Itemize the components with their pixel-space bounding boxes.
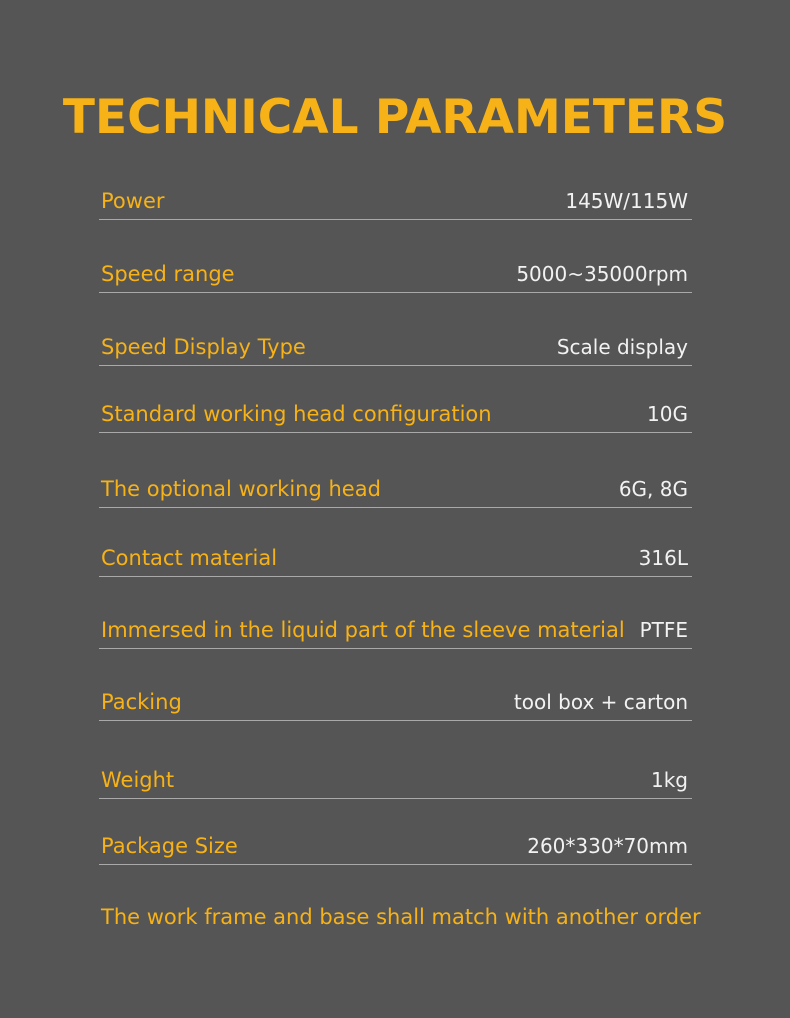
parameter-row-speed-range bbox=[99, 253, 692, 293]
parameter-row-standard-working-head bbox=[99, 393, 692, 433]
footnote: The work frame and base shall match with another order bbox=[101, 905, 701, 929]
parameter-value: 6G, 8G bbox=[618, 477, 688, 501]
parameter-row-optional-working-head bbox=[99, 468, 692, 508]
parameter-label: Packing bbox=[101, 690, 182, 714]
parameter-label: Immersed in the liquid part of the sleeve material bbox=[101, 618, 625, 642]
parameter-label: The optional working head bbox=[101, 477, 381, 501]
parameter-label: Speed Display Type bbox=[101, 335, 306, 359]
parameter-row-package-size bbox=[99, 825, 692, 865]
parameter-value: PTFE bbox=[639, 618, 688, 642]
parameter-value: 316L bbox=[638, 546, 688, 570]
parameter-row-sleeve-material bbox=[99, 609, 692, 649]
parameter-label: Contact material bbox=[101, 546, 278, 570]
parameter-label: Standard working head configuration bbox=[101, 402, 492, 426]
page-title: TECHNICAL PARAMETERS bbox=[62, 90, 728, 145]
parameter-value: tool box + carton bbox=[513, 690, 688, 714]
parameter-label: Power bbox=[101, 189, 165, 213]
parameter-label: Speed range bbox=[101, 262, 235, 286]
parameter-row-packing bbox=[99, 681, 692, 721]
parameter-value: 1kg bbox=[650, 768, 688, 792]
parameter-value: 260*330*70mm bbox=[527, 834, 688, 858]
parameter-value: 10G bbox=[647, 402, 688, 426]
parameter-row-power bbox=[99, 180, 692, 220]
parameter-label: Weight bbox=[101, 768, 175, 792]
parameter-row-speed-display-type bbox=[99, 326, 692, 366]
parameter-value: 5000~35000rpm bbox=[516, 262, 688, 286]
parameter-value: Scale display bbox=[556, 335, 688, 359]
parameter-row-contact-material bbox=[99, 537, 692, 577]
parameter-value: 145W/115W bbox=[565, 189, 688, 213]
parameter-label: Package Size bbox=[101, 834, 238, 858]
parameter-row-weight bbox=[99, 759, 692, 799]
